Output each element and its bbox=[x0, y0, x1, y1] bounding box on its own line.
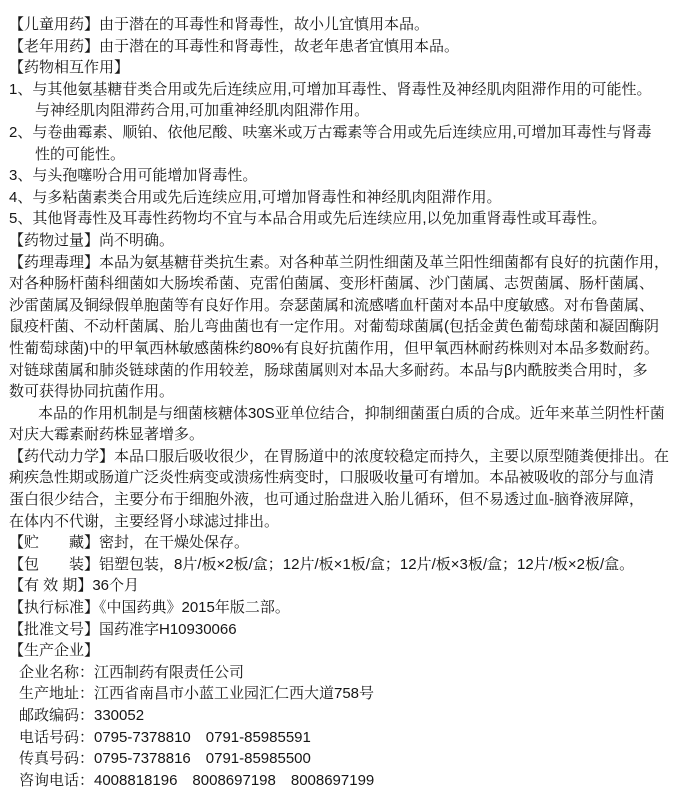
line-overdose: 【药物过量】尚不明确。 bbox=[9, 231, 175, 249]
line-interaction-item-5: 5、其他肾毒性及耳毒性药物均不宜与本品合用或先后连续应用,以免加重肾毒性或耳毒性。 bbox=[9, 210, 607, 228]
line-pharmacology-5: 性葡萄球菌)中的甲氧西林敏感菌株约80%有良好抗菌作用，但甲氧西林耐药株则对本品多数耐药。 bbox=[9, 339, 660, 357]
line-hotline-number: 咨询电话：4008818196 8008697198 8008697199 bbox=[19, 771, 375, 789]
line-manufacturer-heading: 【生产企业】 bbox=[9, 642, 100, 660]
line-drug-interactions-heading: 【药物相互作用】 bbox=[9, 59, 130, 77]
line-interaction-item-1-cont: 与神经肌肉阻滞药合用,可加重神经肌肉阻滞作用。 bbox=[35, 102, 370, 120]
line-pharmacology-6: 对链球菌属和肺炎链球菌的作用较差，肠球菌属则对本品大多耐药。本品与β内酰胺类合用时，多 bbox=[9, 361, 648, 379]
line-pharmacology-mechanism: 本品的作用机制是与细菌核糖体30S亚单位结合，抑制细菌蛋白质的合成。近年来革兰阴性杆菌 bbox=[38, 404, 665, 422]
line-geriatric-use: 【老年用药】由于潜在的耳毒性和肾毒性，故老年患者宜慎用本品。 bbox=[9, 37, 460, 55]
line-executive-standard: 【执行标准】《中国药典》2015年版二部。 bbox=[9, 599, 290, 617]
line-interaction-item-4: 4、与多粘菌素类合用或先后连续应用,可增加肾毒性和神经肌肉阻滞作用。 bbox=[9, 188, 502, 206]
line-pharmacokinetics-2: 痢疾急性期或肠道广泛炎性病变或溃疡性病变时，口服吸收量可有增加。本品被吸收的部分与血清 bbox=[9, 469, 655, 487]
line-pharmacology-3: 沙雷菌属及铜绿假单胞菌等有良好作用。奈瑟菌属和流感嗜血杆菌对本品中度敏感。对布鲁菌属、 bbox=[9, 296, 655, 314]
line-company-name: 企业名称：江西制药有限责任公司 bbox=[19, 663, 245, 681]
line-postal-code: 邮政编码：330052 bbox=[19, 707, 145, 724]
line-interaction-item-2: 2、与卷曲霉素、顺铂、依他尼酸、呋塞米或万古霉素等合用或先后连续应用,可增加耳毒性与肾毒 bbox=[9, 123, 652, 141]
line-pediatric-use: 【儿童用药】由于潜在的耳毒性和肾毒性，故小儿宜慎用本品。 bbox=[9, 16, 430, 33]
line-phone-number: 电话号码：0795-7378810 0791-85985591 bbox=[19, 728, 311, 746]
line-shelf-life: 【有 效 期】36个月 bbox=[9, 577, 140, 595]
line-pharmacokinetics-3: 蛋白很少结合，主要分布于细胞外液，也可通过胎盘进入胎儿循环，但不易透过血-脑脊液屏障， bbox=[9, 491, 644, 509]
line-production-address: 生产地址：江西省南昌市小蓝工业园汇仁西大道758号 bbox=[19, 685, 375, 703]
line-pharmacokinetics-4: 在体内不代谢，主要经肾小球滤过排出。 bbox=[9, 512, 280, 530]
line-approval-number: 【批准文号】国药准字H10930066 bbox=[9, 620, 237, 638]
line-interaction-item-3: 3、与头孢噻吩合用可能增加肾毒性。 bbox=[9, 167, 258, 185]
line-interaction-item-2-cont: 性的可能性。 bbox=[35, 145, 126, 163]
line-packaging: 【包 装】铝塑包装，8片/板×2板/盒；12片/板×1板/盒；12片/板×3板/盒；12片/板×2板/盒。 bbox=[9, 555, 635, 573]
line-pharmacology-1: 【药理毒理】本品为氨基糖苷类抗生素。对各种革兰阴性细菌及革兰阳性细菌都有良好的抗菌作用， bbox=[9, 253, 670, 271]
line-pharmacokinetics-1: 【药代动力学】本品口服后吸收很少，在胃肠道中的浓度较稳定而持久，主要以原型随粪便排出。在 bbox=[9, 447, 670, 465]
line-pharmacology-7: 数可获得协同抗菌作用。 bbox=[9, 383, 175, 401]
line-pharmacology-mechanism-cont: 对庆大霉素耐药株显著增多。 bbox=[9, 426, 205, 444]
line-pharmacology-2: 对各种肠杆菌科细菌如大肠埃希菌、克雷伯菌属、变形杆菌属、沙门菌属、志贺菌属、肠杆菌属、 bbox=[9, 275, 655, 293]
line-pharmacology-4: 鼠疫杆菌、不动杆菌属、胎儿弯曲菌也有一定作用。对葡萄球菌属(包括金黄色葡萄球菌和凝固酶阴 bbox=[9, 318, 659, 336]
line-fax-number: 传真号码：0795-7378816 0791-85985500 bbox=[19, 750, 311, 768]
line-interaction-item-1: 1、与其他氨基糖苷类合用或先后连续应用,可增加耳毒性、肾毒性及神经肌肉阻滞作用的可能性。 bbox=[9, 80, 652, 98]
line-storage: 【贮 藏】密封，在干燥处保存。 bbox=[9, 534, 250, 552]
